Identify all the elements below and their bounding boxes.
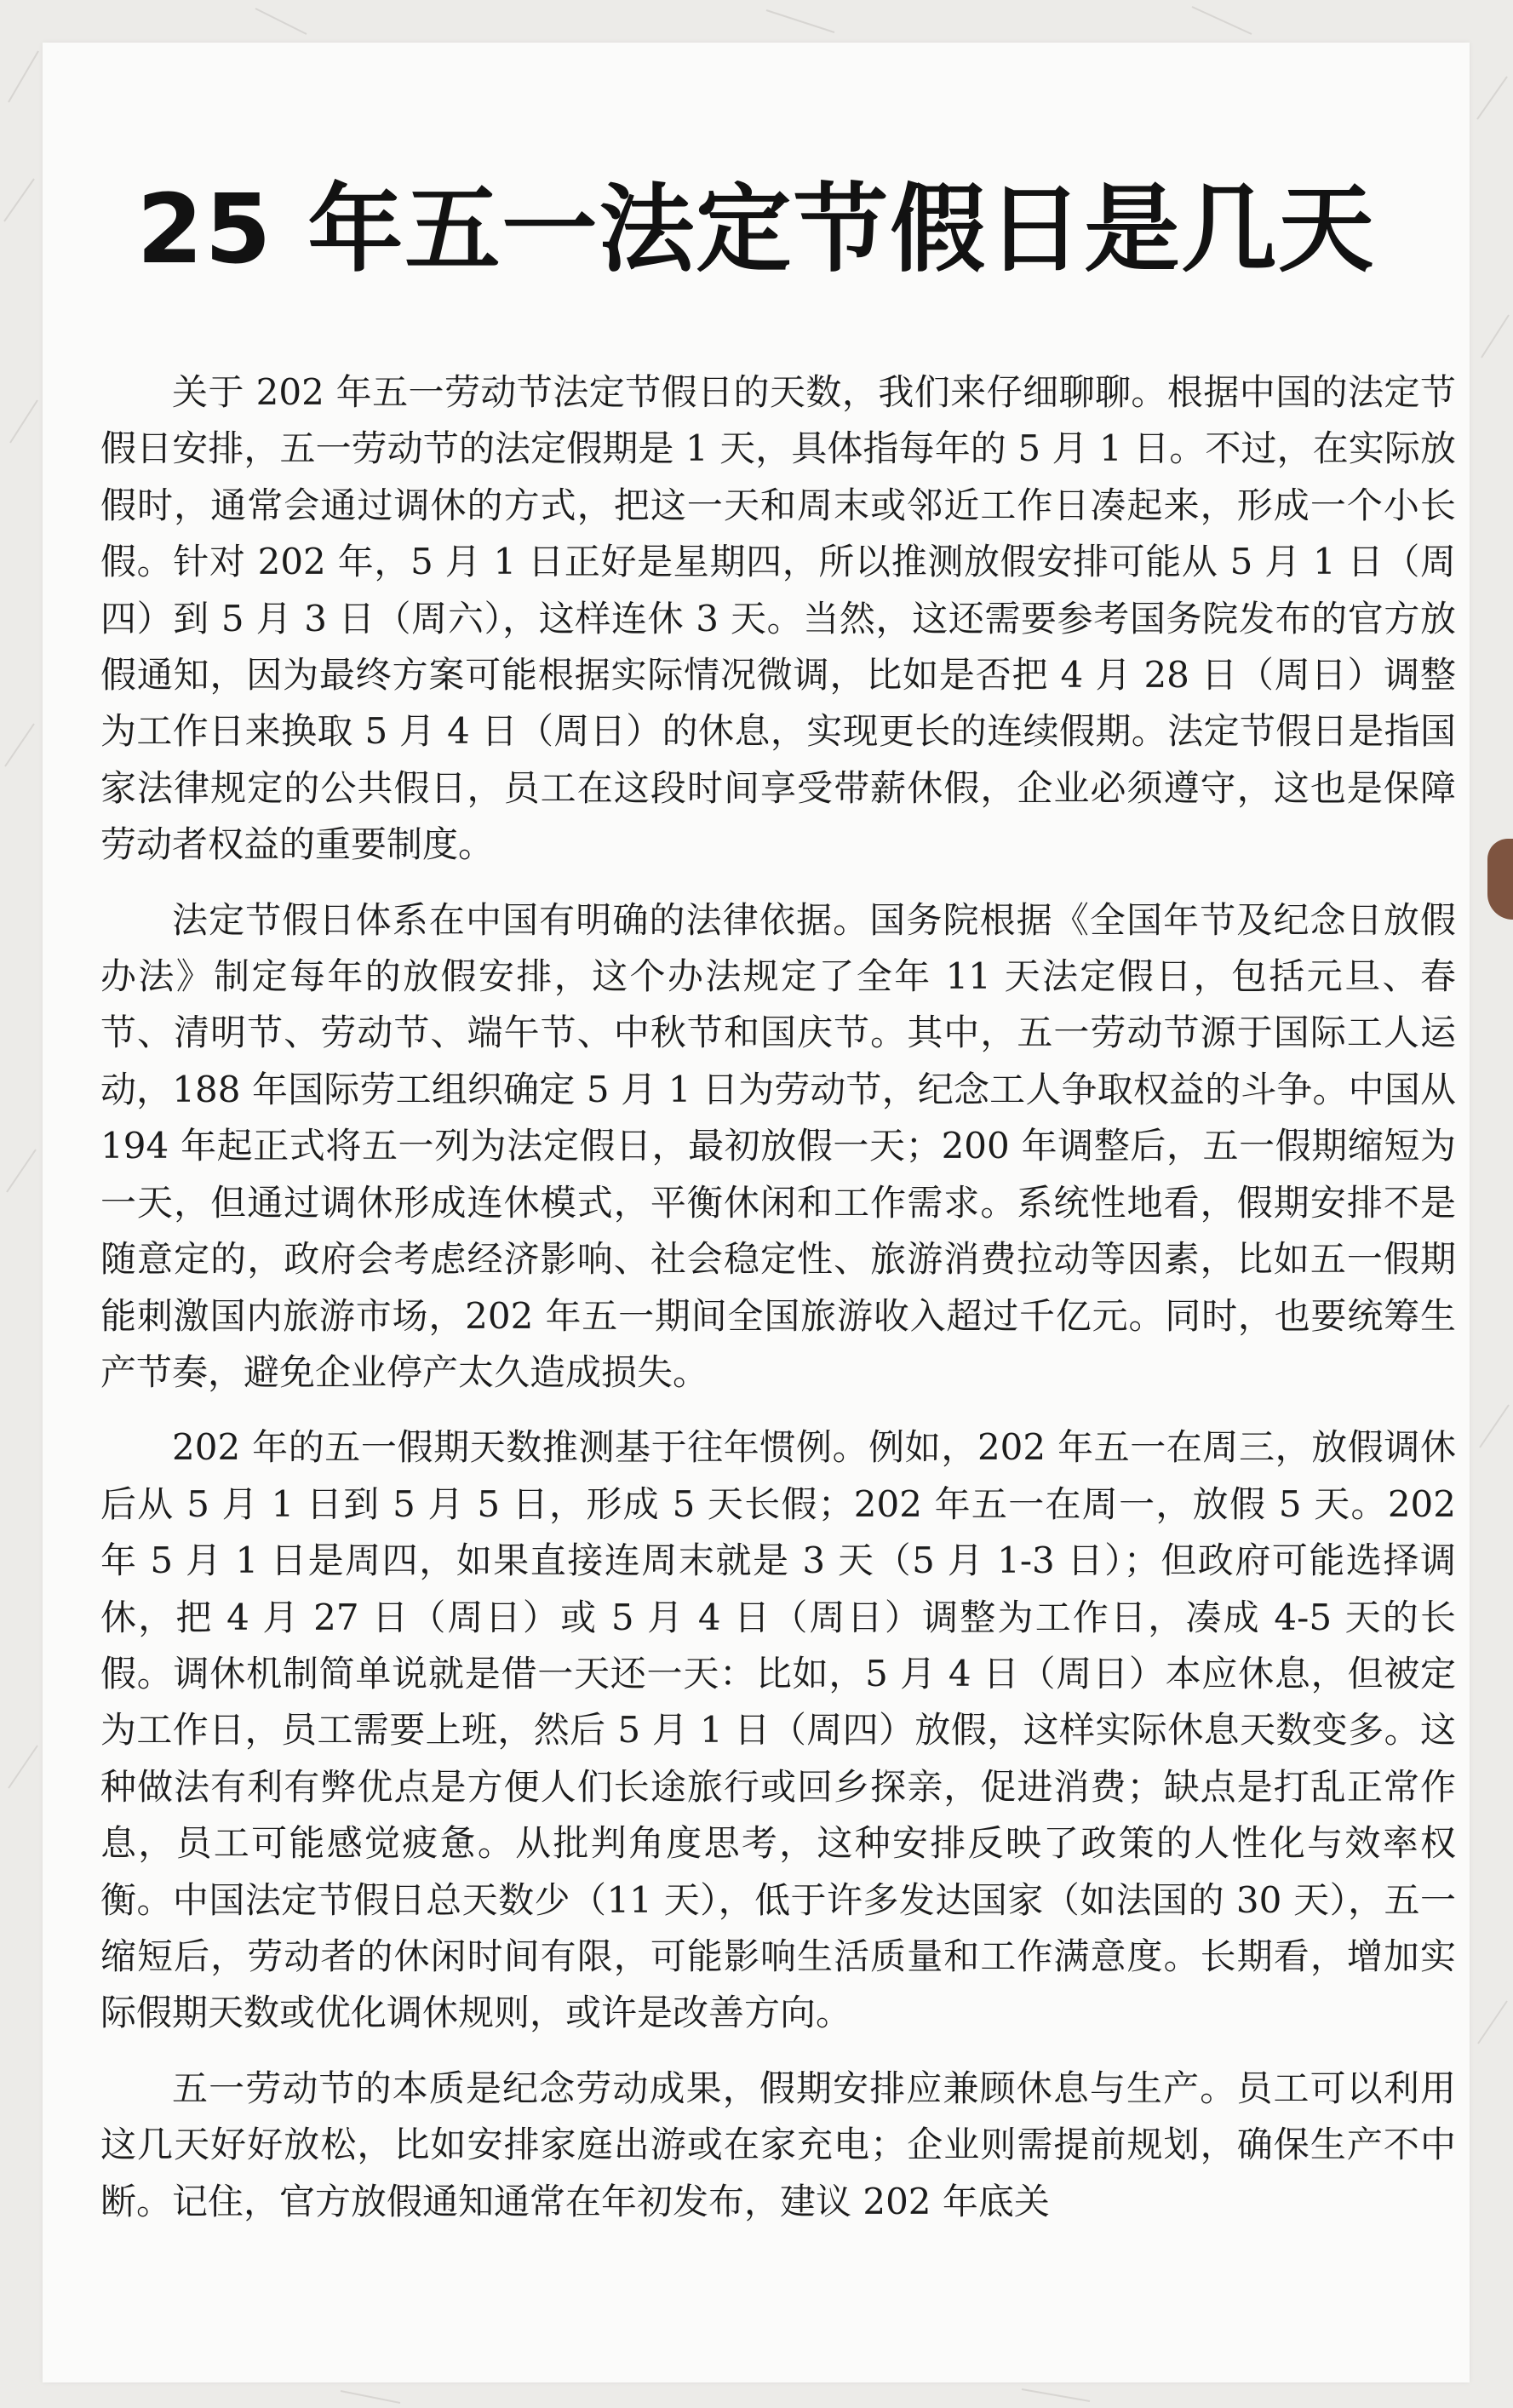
paragraph-1: 关于 202 年五一劳动节法定节假日的天数，我们来仔细聊聊。根据中国的法定节假日安排，五一劳动节的法定假期是 1 天，具体指每年的 5 月 1 日。不过，在实际放假时，通常会通过调休的方式，把这一天和周末或邻近工作日凑起来，形成一个小长假。针对 202 年，5 月 1 日正好是星期四，所以推测放假安排可能从 5 月 1 日（周四）到 5 月 3 日（周六），这样连休 3 天。当然，这还需要参考国务院发布的官方放假通知，因为最终方案可能根据实际情况微调，比如是否把 4 月 28 日（周日）调整为工作日来换取 5 月 4 日（周日）的休息，实现更长的连续假期。法定节假日是指国家法律规定的公共假日，员工在这段时间享受带薪休假，企业必须遵守，这也是保障劳动者权益的重要制度。 (100, 371, 1456, 866)
paragraph-2: 法定节假日体系在中国有明确的法律依据。国务院根据《全国年节及纪念日放假办法》制定每年的放假安排，这个办法规定了全年 11 天法定假日，包括元旦、春节、清明节、劳动节、端午节、中秋节和国庆节。其中，五一劳动节源于国际工人运动，188 年国际劳工组织确定 5 月 1 日为劳动节，纪念工人争取权益的斗争。中国从 194 年起正式将五一列为法定假日，最初放假一天；200 年调整后，五一假期缩短为一天，但通过调休形成连休模式，平衡休闲和工作需求。系统性地看，假期安排不是随意定的，政府会考虑经济影响、社会稳定性、旅游消费拉动等因素，比如五一假期能刺激国内旅游市场，202 年五一期间全国旅游收入超过千亿元。同时，也要统筹生产节奏，避免企业停产太久造成损失。 (100, 898, 1456, 1393)
article-body (100, 364, 1456, 2249)
document-title: 25 年五一法定节假日是几天 (136, 175, 1376, 285)
document-page (43, 43, 1470, 2382)
paragraph-3: 202 年的五一假期天数推测基于往年惯例。例如，202 年五一在周三，放假调休后从 5 月 1 日到 5 月 5 日，形成 5 天长假；202 年五一在周一，放假 5 天。202 年 5 月 1 日是周四，如果直接连周末就是 3 天（5 月 1-3 日）；但政府可能选择调休，把 4 月 27 日（周日）或 5 月 4 日（周日）调整为工作日，凑成 4-5 天的长假。调休机制简单说就是借一天还一天：比如，5 月 4 日（周日）本应休息，但被定为工作日，员工需要上班，然后 5 月 1 日（周四）放假，这样实际休息天数变多。这种做法有利有弊优点是方便人们长途旅行或回乡探亲，促进消费；缺点是打乱正常作息，员工可能感觉疲惫。从批判角度思考，这种安排反映了政策的人性化与效率权衡。中国法定节假日总天数少（11 天），低于许多发达国家（如法国的 30 天），五一缩短后，劳动者的休闲时间有限，可能影响生活质量和工作满意度。长期看，增加实际假期天数或优化调休规则，或许是改善方向。 (100, 1426, 1456, 2034)
paragraph-4: 五一劳动节的本质是纪念劳动成果，假期安排应兼顾休息与生产。员工可以利用这几天好好放松，比如安排家庭出游或在家充电；企业则需提前规划，确保生产不中断。记住，官方放假通知通常在年初发布，建议 202 年底关 (100, 2067, 1456, 2222)
ink-splotch-decoration (1487, 839, 1513, 920)
